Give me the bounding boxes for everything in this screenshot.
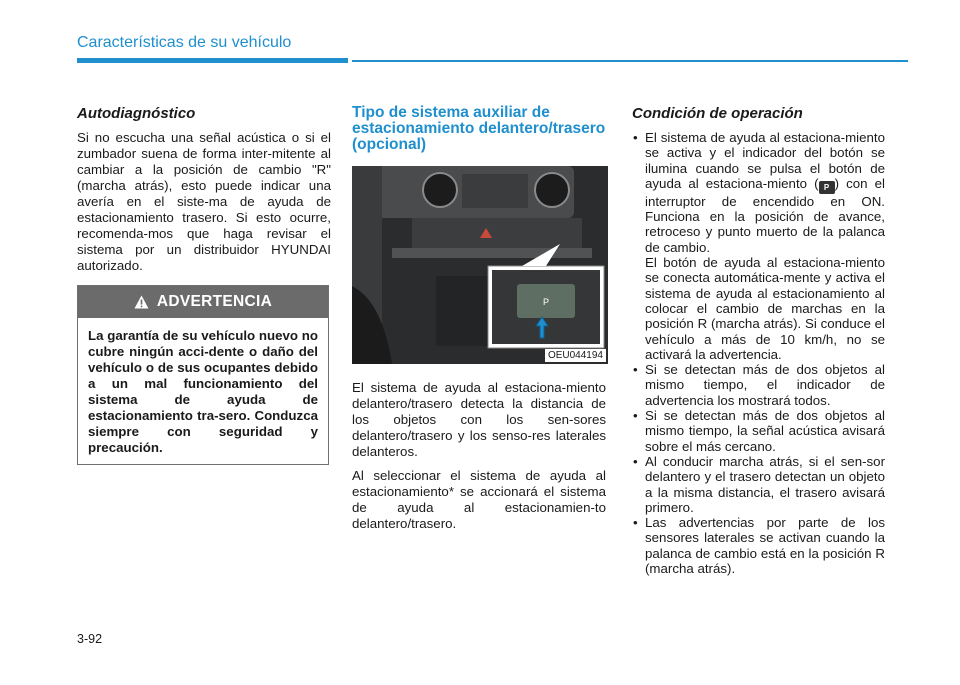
operation-bullet-1: [632, 130, 885, 362]
operation-bullet-2: • Si se detectan más de dos objetos al mismo tiempo, el indicador de advertencia los mostrará todos.: [632, 362, 885, 408]
warning-title: ADVERTENCIA: [156, 293, 273, 310]
column-middle: [352, 105, 606, 159]
bullet1-text-a: El sistema de ayuda al estaciona-miento se activa y el indicador del botón se ilumina cuando se pulsa el botón de ayuda al estaciona-miento (: [645, 130, 885, 191]
operation-bullet-5: • Las advertencias por parte de los sensores laterales se activan cuando la palanca de cambio está en la posición R (marcha atrás).: [632, 515, 885, 576]
header-rule-thick: [77, 58, 348, 63]
bullet1-text-c: El botón de ayuda al estaciona-miento se conecta automática-mente y activa el sistema de ayuda al estacionamiento al colocar el cambio de marchas en la posición R (marcha atrás). Si conduce el vehículo a más de 10 km/h, no se activará la advertencia.: [645, 255, 885, 362]
section-title: Características de su vehículo: [77, 34, 292, 51]
operation-heading: Condición de operación: [632, 105, 803, 122]
page-number: 3-92: [77, 632, 103, 646]
parking-assist-paragraph-2: Al seleccionar el sistema de ayuda al estacionamiento* se accionará el sistema de ayuda al estacionamien-to delantero/trasero.: [352, 468, 606, 531]
operation-bullet-4: • Al conducir marcha atrás, si el sen-sor delantero y el trasero detectan un objeto a la misma distancia, el trasero avisará primero.: [632, 454, 885, 515]
warning-box: [77, 285, 329, 465]
parking-assist-heading: Tipo de sistema auxiliar de estacionamiento delantero/trasero (opcional): [352, 104, 606, 153]
header-rule-thin: [352, 60, 908, 62]
image-label: OEU044194: [545, 349, 606, 362]
column-left: [77, 105, 331, 282]
column-middle-text: [352, 380, 606, 540]
column-right: [632, 105, 885, 576]
parking-assist-paragraph-1: El sistema de ayuda al estaciona-miento delantero/trasero detecta la distancia de los objetos con los sen-sores delantero/trasero y los senso-res laterales delanteros.: [352, 380, 606, 459]
warning-text: La garantía de su vehículo nuevo no cubre ningún acci-dente o daño del vehículo o de sus ocupantes debido a un mal funcionamiento del sistema de ayuda de estacionamiento tra-sero. Conduzca siempre con seguridad y precaución.: [88, 328, 318, 455]
dashboard-illustration: [352, 166, 608, 364]
operation-bullet-3: • Si se detectan más de dos objetos al mismo tiempo, la señal acústica avisará sobre el más cercano.: [632, 408, 885, 454]
bullet1-text-b: ) con el interruptor de encendido en ON. Funciona en la posición de avance, retroceso y punto muerto de la palanca de cambio.: [645, 175, 885, 255]
dashboard-photo: [352, 166, 608, 364]
autodiagnostic-paragraph: Si no escucha una señal acústica o si el zumbador suena de forma inter-mitente al cambiar a la posición de cambio "R" (marcha atrás), esto puede indicar una avería en el siste-ma de ayuda de estacionamiento trasero. Si esto ocurre, recomenda-mos que haga revisar el sistema por un distribuidor HYUNDAI autorizado.: [77, 130, 331, 273]
warning-header: [78, 286, 328, 318]
parking-button-icon: P: [819, 181, 835, 194]
operation-list: [632, 130, 885, 576]
autodiagnostic-heading: Autodiagnóstico: [77, 105, 196, 122]
warning-triangle-icon: [134, 295, 149, 309]
svg-text:P: P: [542, 297, 550, 307]
